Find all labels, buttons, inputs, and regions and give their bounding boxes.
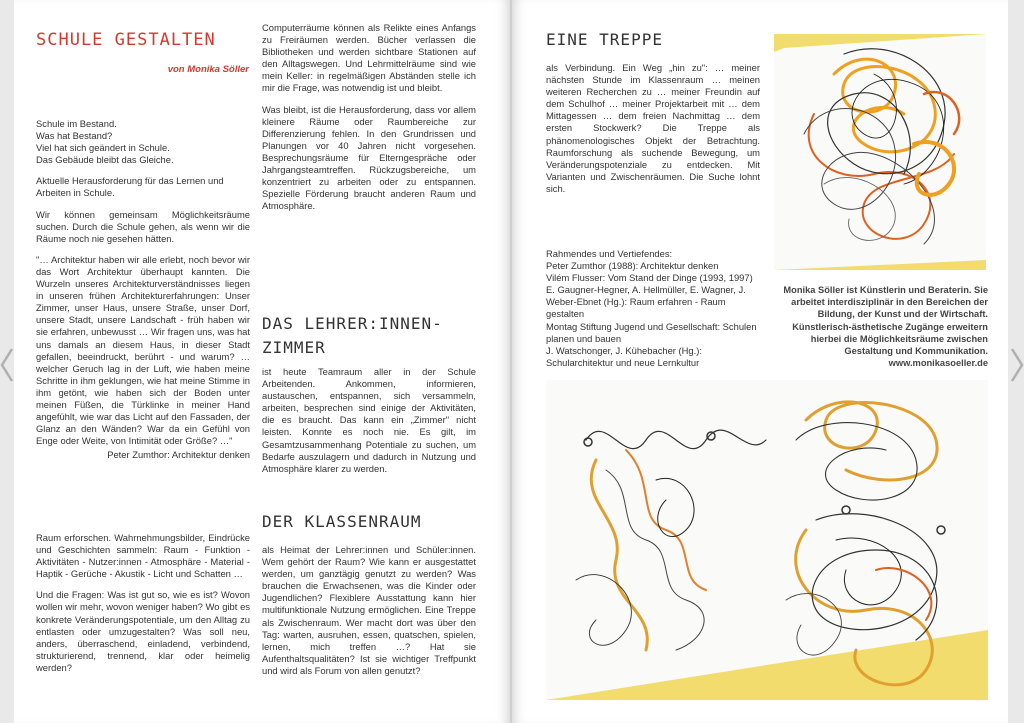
remains-paragraph: Was bleibt, ist die Herausforderung, dass vor allem kleinere Räume oder Raumbereiche zur Differenzierung fehlen. In den Grundrissen und Planungen vor 40 Jahren nicht vorgesehen. Besprechungsräume für Elterngespräche oder Jahrgangsteamtreffen. Rückzugsbereiche, um konzentriert zu arbeiten oder zu entspannen. Spezielle Förderung braucht anderen Raum und Atmosphäre. [262,103,476,212]
intro-line: Viel hat sich geändert in Schule. [36,142,170,154]
left-column-1-lower [36,532,250,683]
zumthor-quote: "… Architektur haben wir alle erlebt, noch bevor wir das Wort Architektur überhaupt kannten. Die Wurzeln unseres Architekturverständnisses liegen in unseren frühen Architekturerfahrungen: Unser Zimmer, unser Haus, unsere Straße, unser Dorf, unsere Stadt, unsere Landschaft - früh haben wir sie erfahren, unbewusst … Wir fragen uns, was hat uns damals an diesem Haus, in dieser Stadt gefallen, beeindruckt, berührt - und warum? … welcher Geruch lag in der Luft, wie haben meine Schritte in ihm geklungen, wie hat meine Stimme in ihm getönt, wie haben sich der Boden unter meinen Füßen, die Türklinke in meiner Hand angefühlt, wie war das Licht auf den Fassaden, der Glanz an den Wänden? War da ein Gefühl von Enge oder Weite, von Intimität oder Größe? …" [36,253,250,447]
heading-classroom: DER KLASSENRAUM [262,512,422,531]
line-drawings-image [546,380,988,700]
computer-rooms-paragraph: Computerräume können als Relikte eines Anfangs zu Freiräumen werden. Bücher verlassen die Bibliotheken und werden sichtbare Stationen auf den Alltagswegen. Und Lehrmittelräume sind wie mein Keller: in regelmäßigen Abständen stelle ich mir die Frage, was notwendig ist und bleibt. [262,22,476,94]
author-website-link[interactable]: www.monikasoeller.de [888,358,988,369]
author-bio [774,284,988,369]
quote-source: Peter Zumthor: Architektur denken [107,449,250,461]
spaces-paragraph: Wir können gemeinsam Möglichkeitsräume suchen. Durch die Schule gehen, als wenn wir die Räume noch nie gesehen hätten. [36,208,250,244]
intro-line: Das Gebäude bleibt das Gleiche. [36,154,174,166]
explore-paragraph: Raum erforschen. Wahrnehmungsbilder, Eindrücke und Geschichten sammeln: Raum - Funktion - Aktivitäten - Nutzer:innen - Atmosphäre - Material - Haptik - Gerüche - Akustik - Licht und Schatten … [36,532,250,580]
artwork-top [774,34,986,270]
heading-stairs: EINE TREPPE [546,30,663,49]
references-heading: Rahmendes und Vertiefendes: [546,248,673,259]
intro-line: Was hat Bestand? [36,130,113,142]
right-page [512,0,1008,723]
intro-line: Schule im Bestand. [36,118,117,129]
line-drawing-image [774,34,986,270]
teachers-room-text [262,366,476,484]
challenge-paragraph: Aktuelle Herausforderung für das Lernen und Arbeiten in Schule. [36,175,224,199]
left-page [14,0,510,723]
chevron-right-icon [1010,345,1024,385]
reference-item: Peter Zumthor (1988): Architektur denken [546,260,719,272]
article-title: SCHULE GESTALTEN [36,30,216,50]
heading-teachers-room: DAS LEHRER:INNEN-ZIMMER [262,314,443,357]
stairs-text [546,62,760,204]
classroom-text [262,544,476,686]
references [546,248,760,369]
next-page-button[interactable] [1010,345,1024,385]
stairs-paragraph: als Verbindung. Ein Weg „hin zu": … meiner nächsten Stunde im Klassenraum … meinen weiteren Recherchen zu … meiner Freundin auf dem Schulhof … meiner Projektarbeit mit … dem Mittagessen … dem freien Nachmittag … dem ersten Stockwerk? Die Treppe als phänomenologisches Objekt der Betrachtung. Raumforschung als suchende Bewegung, um Veränderungspotenziale zu entdecken. Mit Varianten und Zwischenräumen. Die Suche lohnt sich. [546,62,760,194]
left-column-2 [262,22,476,221]
reference-item: Vilém Flusser: Vom Stand der Dinge (1993, 1997) [546,272,753,284]
artwork-bottom [546,380,988,700]
teachers-room-paragraph: ist heute Teamraum aller in der Schule Arbeitenden. Ankommen, informieren, austauschen, entspannen, sich versammeln, arbeiten, besprechen sind einige der Aktivitäten, die es braucht. Das kann ein „Zimmer" nicht leisten. Konnte es noch nie. Es gilt, im Gesamtzusammenhang Potentiale zu suchen, um Bedarfe auszulagern und dadurch in Nutzung und Atmosphäre klarer zu werden. [262,366,476,474]
reference-item: J. Watschonger, J. Kühebacher (Hg.): Schularchitektur und neue Lernkultur [546,344,702,368]
bio-text: Monika Söller ist Künstlerin und Beraterin. Sie arbeitet interdisziplinär in den Bereichen der Bildung, der Kunst und der Wirtschaft. Künstlerisch-ästhetische Zugänge erweitern hierbei die Möglichkeitsräume zwischen Gestaltung und Kommunikation. [783,285,988,357]
reference-item: Montag Stiftung Jugend und Gesellschaft: Schulen planen und bauen [546,320,757,344]
author-byline: von Monika Söller [167,64,249,75]
chevron-left-icon [0,345,14,385]
left-column-1 [36,118,250,470]
reference-item: E. Gaugner-Hegner, A. Hellmüller, E. Wagner, J. Weber-Ebnet (Hg.): Raum erfahren - Raum gestalten [546,284,746,320]
prev-page-button[interactable] [0,345,14,385]
classroom-paragraph: als Heimat der Lehrer:innen und Schüler:innen. Wem gehört der Raum? Wie kann er ausgestattet werden, um ganztägig genutzt zu werden? Was brauchen die Erwachsenen, was die Kinder oder Jugendlichen? Flexiblere Ausstattung kann hier multifunktionale Nutzung ermöglichen. Eine Treppe als Zwischenraum. Wer macht dort was über den Tag: warten, ausruhen, essen, quatschen, spielen, lernen, mich treffen …? Hat sie Aufenthaltsqualitäten? Ist sie wichtiger Treffpunkt und wird als Forum von allen genutzt? [262,544,476,676]
questions-paragraph: Und die Fragen: Was ist gut so, wie es ist? Wovon wollen wir mehr, wovon weniger haben? Wo gibt es konkrete Veränderungspotentiale, um den Alltag zu entlasten oder umzugestalten? Was soll neu, anders, überraschend, einladend, verbindend, strukturierend, trennend, klar oder heimelig werden? [36,589,250,673]
